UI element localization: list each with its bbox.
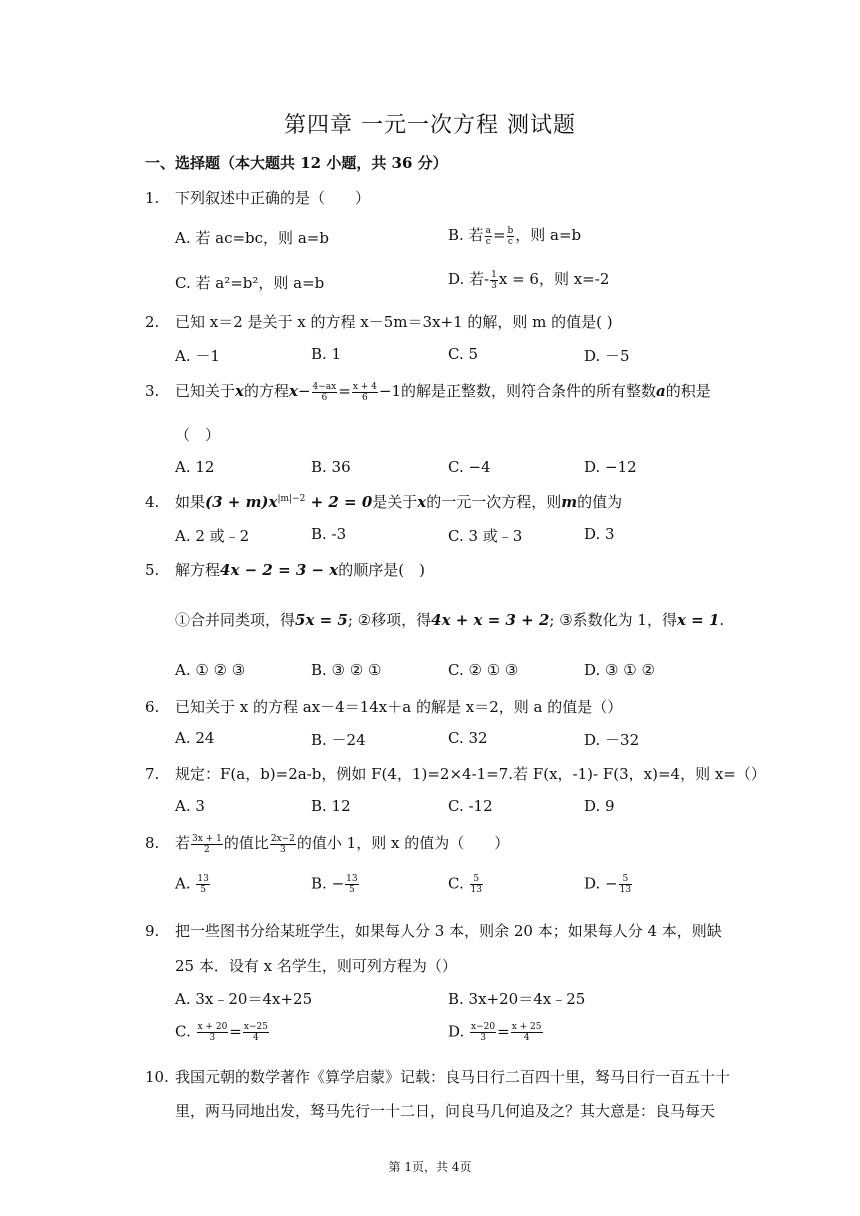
question-5-steps: ①合并同类项，得5x = 5; ②移项，得4x + x = 3 + 2; ③系数化为 1，得x = 1.	[175, 611, 725, 629]
fraction: $\frac{3x + 1}{2}$	[192, 833, 222, 855]
page-footer: 第 1页，共 4页	[388, 1160, 472, 1174]
option-d: D. ③ ① ②	[584, 661, 655, 679]
question-2: 2. 已知 x＝2 是关于 x 的方程 x－5m＝3x+1 的解，则 m 的值是( )	[145, 313, 613, 331]
option-b: B. -3	[311, 525, 347, 543]
question-7: 7. 规定：F(a，b)=2a-b，例如 F(4，1)=2×4-1=7.若 F(x，-1)- F(3，x)=4，则 x=（）	[145, 765, 766, 783]
option-d: D. 3	[584, 525, 615, 543]
fraction: $\frac{b}{c}$	[507, 225, 514, 247]
option-b: B. 3x+20＝4x﹣25	[448, 990, 586, 1008]
option-d: D. －5	[584, 347, 630, 365]
fraction: $\frac{2x-2}{3}$	[270, 833, 295, 855]
question-9: 9. 把一些图书分给某班学生，如果每人分 3 本，则余 20 本；如果每人分 4 本，则缺	[145, 922, 722, 940]
option-c: C. -12	[448, 797, 493, 815]
question-9-line2: 25 本．设有 x 名学生，则可列方程为（）	[175, 957, 457, 975]
section-heading: 一、选择题（本大题共 12 小题，共 36 分）	[145, 154, 448, 172]
option-a: A. －1	[175, 347, 220, 365]
question-stem: 已知 x＝2 是关于 x 的方程 x－5m＝3x+1 的解，则 m 的值是( )	[175, 313, 613, 331]
option-c: C. 3 或﹣3	[448, 527, 523, 545]
question-1	[145, 187, 370, 208]
question-stem: 下列叙述中正确的是（ ）	[175, 189, 371, 207]
question-stem: 把一些图书分给某班学生，如果每人分 3 本，则余 20 本；如果每人分 4 本，则缺	[175, 922, 722, 940]
option-a: A. 24	[175, 729, 215, 747]
question-stem: 已知关于 x 的方程 ax－4＝14x＋a 的解是 x＝2，则 a 的值是（）	[175, 698, 623, 716]
fraction: $\frac{a}{c}$	[485, 225, 491, 247]
option-b: B. －24	[311, 731, 366, 749]
option-a: A. 2 或﹣2	[175, 527, 250, 545]
question-8: 8. 若 $\frac{3x + 1}{2}$ 的值比 $\frac{2x-2}{3}$ 的值小 1，则 x 的值为（ ）	[145, 833, 510, 855]
option-d: D. 9	[584, 797, 615, 815]
option-d: D. $\frac{x-20}{3}$ = $\frac{x + 25}{4}$	[448, 1022, 542, 1043]
option-a: A. 3x﹣20＝4x+25	[175, 990, 313, 1008]
option-d: D. －32	[584, 731, 640, 749]
option-c: C. 32	[448, 729, 488, 747]
question-3: 3. 已知关于x的方程x− $\frac{4-ax}{6}$ = $\frac{x + 4}{6}$ −1的解是正整数，则符合条件的所有整数a的积是	[145, 381, 711, 403]
page-title: 第四章 一元一次方程 测试题	[284, 113, 576, 138]
option-b: B. − $\frac{13}{5}$	[311, 874, 358, 895]
question-10: 10. 我国元朝的数学著作《算学启蒙》记载：良马日行二百四十里，驽马日行一百五十十	[145, 1068, 731, 1086]
option-c: C. $\frac{5}{13}$	[448, 874, 482, 895]
fraction: $\frac{4-ax}{6}$	[312, 381, 337, 403]
fraction: $\frac{1}{3}$	[491, 269, 497, 291]
option-c: C. 若 a²=b²，则 a=b	[175, 274, 325, 292]
question-stem: 我国元朝的数学著作《算学启蒙》记载：良马日行二百四十里，驽马日行一百五十十	[175, 1068, 731, 1086]
question-4: 4. 如果$(3 + m)x^{|m|-2} + 2 = 0$是关于x的一元一次方程，则m的值为	[145, 493, 623, 511]
option-a: A. 3	[175, 797, 205, 815]
option-b: B. 12	[311, 797, 351, 815]
option-d: D. 若- $\frac{1}{3}$ x = 6，则 x=-2	[448, 269, 610, 291]
question-5: 5. 解方程4x − 2 = 3 − x的顺序是( )	[145, 561, 425, 579]
option-a: A. $\frac{13}{5}$	[175, 874, 209, 895]
option-d: D. − $\frac{5}{13}$	[584, 874, 632, 895]
option-c: C. −4	[448, 458, 491, 476]
question-10-line2: 里，两马同地出发，驽马先行一十二日，问良马几何追及之？其大意是：良马每天	[175, 1102, 716, 1120]
question-stem: 规定：F(a，b)=2a-b，例如 F(4，1)=2×4-1=7.若 F(x，-1)- F(3，x)=4，则 x=（）	[175, 765, 766, 783]
question-number: 1.	[145, 189, 160, 207]
option-c: C. ② ① ③	[448, 661, 519, 679]
option-b: B. 36	[311, 458, 351, 476]
question-3-line2: （ ）	[175, 426, 221, 444]
option-a: A. ① ② ③	[175, 661, 246, 679]
option-a: A. 若 ac=bc，则 a=b	[175, 229, 329, 247]
option-c: C. 5	[448, 345, 479, 363]
fraction: $\frac{x + 4}{6}$	[352, 381, 377, 403]
option-a: A. 12	[175, 458, 215, 476]
option-b: B. 1	[311, 345, 342, 363]
option-b: B. ③ ② ①	[311, 661, 382, 679]
option-d: D. −12	[584, 458, 637, 476]
option-c: C. $\frac{x + 20}{3}$ = $\frac{x-25}{4}$	[175, 1022, 268, 1043]
question-6: 6. 已知关于 x 的方程 ax－4＝14x＋a 的解是 x＝2，则 a 的值是（）	[145, 698, 623, 716]
option-b: B. 若 $\frac{a}{c}$ = $\frac{b}{c}$ ，则 a=b	[448, 225, 582, 247]
